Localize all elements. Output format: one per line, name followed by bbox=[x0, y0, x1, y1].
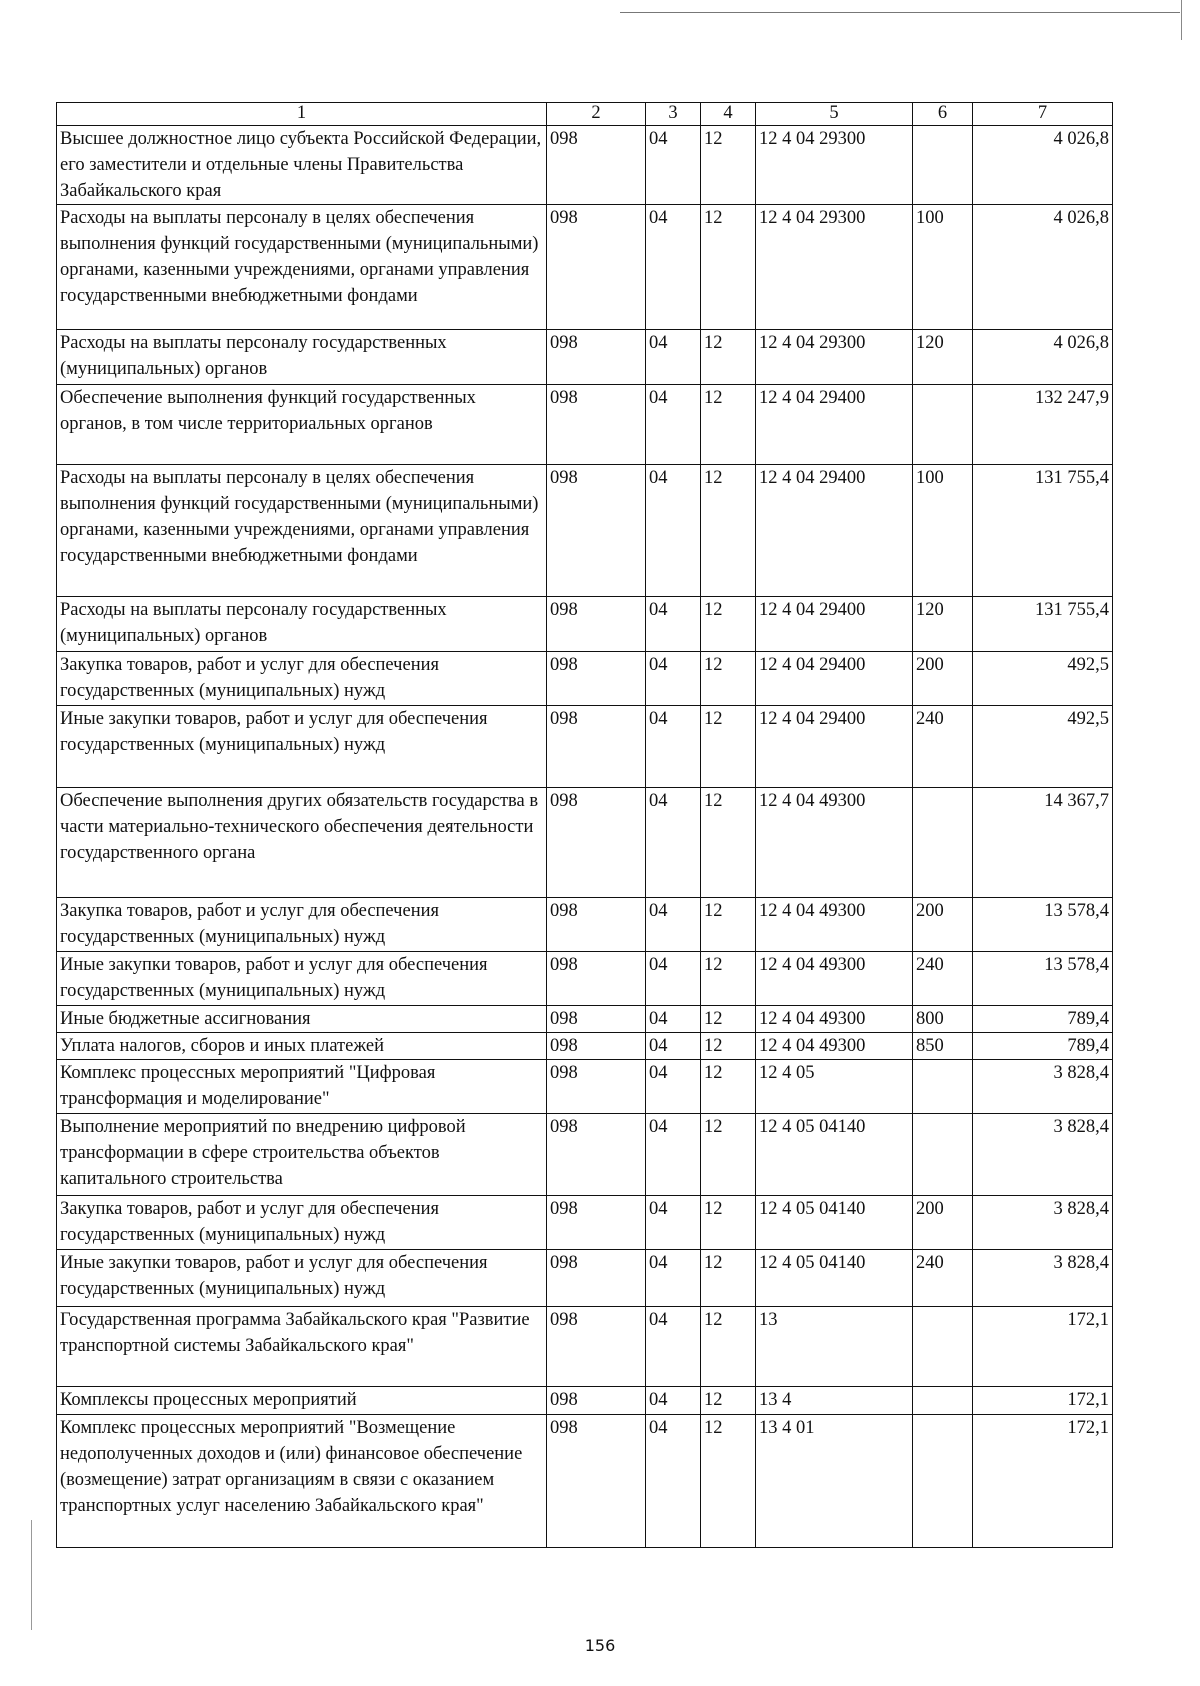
row-amount: 3 828,4 bbox=[973, 1250, 1113, 1307]
row-expense-type: 120 bbox=[913, 597, 973, 652]
row-admin-code: 098 bbox=[547, 1387, 646, 1415]
row-section-code: 04 bbox=[646, 952, 701, 1006]
row-section-code: 04 bbox=[646, 126, 701, 205]
row-admin-code: 098 bbox=[547, 1060, 646, 1114]
row-expense-type bbox=[913, 1387, 973, 1415]
row-admin-code: 098 bbox=[547, 1415, 646, 1548]
table-row bbox=[57, 1415, 1113, 1548]
row-target-article: 13 4 bbox=[756, 1387, 913, 1415]
row-target-article: 12 4 04 29300 bbox=[756, 126, 913, 205]
row-subsection-code: 12 bbox=[701, 205, 756, 330]
row-name: Обеспечение выполнения других обязательств государства в части материально-технического обеспечения деятельности государственного органа bbox=[57, 788, 547, 898]
row-section-code: 04 bbox=[646, 385, 701, 465]
row-admin-code: 098 bbox=[547, 652, 646, 706]
row-target-article: 12 4 04 49300 bbox=[756, 898, 913, 952]
row-target-article: 12 4 05 04140 bbox=[756, 1250, 913, 1307]
row-name: Уплата налогов, сборов и иных платежей bbox=[57, 1033, 547, 1060]
row-subsection-code: 12 bbox=[701, 706, 756, 788]
row-amount: 131 755,4 bbox=[973, 597, 1113, 652]
table-row bbox=[57, 330, 1113, 385]
row-target-article: 12 4 04 29400 bbox=[756, 652, 913, 706]
row-subsection-code: 12 bbox=[701, 1006, 756, 1033]
row-section-code: 04 bbox=[646, 330, 701, 385]
row-admin-code: 098 bbox=[547, 1196, 646, 1250]
table-row bbox=[57, 788, 1113, 898]
table-row bbox=[57, 205, 1113, 330]
row-name: Иные закупки товаров, работ и услуг для обеспечения государственных (муниципальных) нужд bbox=[57, 1250, 547, 1307]
column-header: 2 bbox=[547, 103, 646, 126]
scan-artifact-line bbox=[620, 12, 1180, 13]
column-header: 7 bbox=[973, 103, 1113, 126]
table-row bbox=[57, 1060, 1113, 1114]
table-row bbox=[57, 652, 1113, 706]
row-expense-type: 100 bbox=[913, 465, 973, 597]
row-section-code: 04 bbox=[646, 1415, 701, 1548]
row-amount: 13 578,4 bbox=[973, 898, 1113, 952]
row-name: Закупка товаров, работ и услуг для обеспечения государственных (муниципальных) нужд bbox=[57, 898, 547, 952]
row-admin-code: 098 bbox=[547, 465, 646, 597]
row-expense-type bbox=[913, 1060, 973, 1114]
table-row bbox=[57, 706, 1113, 788]
row-section-code: 04 bbox=[646, 1006, 701, 1033]
table-header-row bbox=[57, 103, 1113, 126]
row-section-code: 04 bbox=[646, 465, 701, 597]
row-amount: 132 247,9 bbox=[973, 385, 1113, 465]
row-section-code: 04 bbox=[646, 652, 701, 706]
row-name: Комплексы процессных мероприятий bbox=[57, 1387, 547, 1415]
row-name: Иные закупки товаров, работ и услуг для обеспечения государственных (муниципальных) нужд bbox=[57, 952, 547, 1006]
table-row bbox=[57, 1307, 1113, 1387]
row-target-article: 12 4 04 29400 bbox=[756, 597, 913, 652]
row-expense-type bbox=[913, 1114, 973, 1196]
row-expense-type bbox=[913, 385, 973, 465]
row-name: Иные закупки товаров, работ и услуг для обеспечения государственных (муниципальных) нужд bbox=[57, 706, 547, 788]
row-subsection-code: 12 bbox=[701, 898, 756, 952]
row-section-code: 04 bbox=[646, 788, 701, 898]
scan-artifact-line bbox=[31, 1520, 32, 1630]
row-subsection-code: 12 bbox=[701, 597, 756, 652]
table-row bbox=[57, 1387, 1113, 1415]
row-admin-code: 098 bbox=[547, 597, 646, 652]
row-admin-code: 098 bbox=[547, 952, 646, 1006]
row-subsection-code: 12 bbox=[701, 385, 756, 465]
row-expense-type: 800 bbox=[913, 1006, 973, 1033]
column-header: 3 bbox=[646, 103, 701, 126]
row-section-code: 04 bbox=[646, 1033, 701, 1060]
column-header: 5 bbox=[756, 103, 913, 126]
row-admin-code: 098 bbox=[547, 1250, 646, 1307]
row-amount: 3 828,4 bbox=[973, 1060, 1113, 1114]
row-target-article: 12 4 05 bbox=[756, 1060, 913, 1114]
row-subsection-code: 12 bbox=[701, 465, 756, 597]
row-admin-code: 098 bbox=[547, 788, 646, 898]
row-name: Закупка товаров, работ и услуг для обеспечения государственных (муниципальных) нужд bbox=[57, 1196, 547, 1250]
row-subsection-code: 12 bbox=[701, 1033, 756, 1060]
row-subsection-code: 12 bbox=[701, 1307, 756, 1387]
row-target-article: 12 4 04 29300 bbox=[756, 205, 913, 330]
row-section-code: 04 bbox=[646, 1060, 701, 1114]
row-name: Высшее должностное лицо субъекта Российской Федерации, его заместители и отдельные члены Правительства Забайкальского края bbox=[57, 126, 547, 205]
row-name: Комплекс процессных мероприятий "Возмещение недополученных доходов и (или) финансовое обеспечение (возмещение) затрат организациям в связи с оказанием транспортных услуг населению Забайкальского края" bbox=[57, 1415, 547, 1548]
table-row bbox=[57, 1006, 1113, 1033]
row-target-article: 13 4 01 bbox=[756, 1415, 913, 1548]
row-subsection-code: 12 bbox=[701, 1415, 756, 1548]
row-expense-type bbox=[913, 126, 973, 205]
table-row bbox=[57, 1196, 1113, 1250]
table-row bbox=[57, 898, 1113, 952]
row-expense-type: 200 bbox=[913, 898, 973, 952]
row-amount: 789,4 bbox=[973, 1033, 1113, 1060]
table-row bbox=[57, 952, 1113, 1006]
row-section-code: 04 bbox=[646, 597, 701, 652]
row-target-article: 12 4 04 29400 bbox=[756, 706, 913, 788]
row-section-code: 04 bbox=[646, 706, 701, 788]
row-amount: 3 828,4 bbox=[973, 1114, 1113, 1196]
budget-table bbox=[56, 102, 1113, 1548]
row-target-article: 12 4 05 04140 bbox=[756, 1196, 913, 1250]
row-expense-type: 850 bbox=[913, 1033, 973, 1060]
column-header: 4 bbox=[701, 103, 756, 126]
row-amount: 492,5 bbox=[973, 706, 1113, 788]
row-expense-type: 240 bbox=[913, 1250, 973, 1307]
row-amount: 172,1 bbox=[973, 1387, 1113, 1415]
row-name: Комплекс процессных мероприятий "Цифровая трансформация и моделирование" bbox=[57, 1060, 547, 1114]
row-expense-type bbox=[913, 788, 973, 898]
row-admin-code: 098 bbox=[547, 1114, 646, 1196]
row-amount: 172,1 bbox=[973, 1415, 1113, 1548]
row-amount: 3 828,4 bbox=[973, 1196, 1113, 1250]
row-target-article: 12 4 04 29400 bbox=[756, 385, 913, 465]
row-admin-code: 098 bbox=[547, 706, 646, 788]
row-section-code: 04 bbox=[646, 1250, 701, 1307]
row-expense-type: 200 bbox=[913, 1196, 973, 1250]
row-name: Государственная программа Забайкальского края "Развитие транспортной системы Забайкальского края" bbox=[57, 1307, 547, 1387]
row-name: Закупка товаров, работ и услуг для обеспечения государственных (муниципальных) нужд bbox=[57, 652, 547, 706]
row-admin-code: 098 bbox=[547, 205, 646, 330]
row-section-code: 04 bbox=[646, 1196, 701, 1250]
row-expense-type: 100 bbox=[913, 205, 973, 330]
row-subsection-code: 12 bbox=[701, 952, 756, 1006]
row-name: Выполнение мероприятий по внедрению цифровой трансформации в сфере строительства объектов капитального строительства bbox=[57, 1114, 547, 1196]
row-section-code: 04 bbox=[646, 898, 701, 952]
row-expense-type: 240 bbox=[913, 952, 973, 1006]
row-expense-type: 200 bbox=[913, 652, 973, 706]
row-expense-type bbox=[913, 1307, 973, 1387]
row-subsection-code: 12 bbox=[701, 1114, 756, 1196]
column-header: 1 bbox=[57, 103, 547, 126]
row-name: Иные бюджетные ассигнования bbox=[57, 1006, 547, 1033]
row-amount: 13 578,4 bbox=[973, 952, 1113, 1006]
row-name: Расходы на выплаты персоналу государственных (муниципальных) органов bbox=[57, 597, 547, 652]
column-header: 6 bbox=[913, 103, 973, 126]
row-amount: 4 026,8 bbox=[973, 205, 1113, 330]
row-amount: 131 755,4 bbox=[973, 465, 1113, 597]
row-name: Расходы на выплаты персоналу в целях обеспечения выполнения функций государственными (муниципальными) органами, казенными учреждениями, органами управления государственными внебюджетными фондами bbox=[57, 465, 547, 597]
row-subsection-code: 12 bbox=[701, 1250, 756, 1307]
row-admin-code: 098 bbox=[547, 1033, 646, 1060]
row-section-code: 04 bbox=[646, 1307, 701, 1387]
row-amount: 4 026,8 bbox=[973, 330, 1113, 385]
row-amount: 172,1 bbox=[973, 1307, 1113, 1387]
row-section-code: 04 bbox=[646, 1387, 701, 1415]
table-row bbox=[57, 1250, 1113, 1307]
row-section-code: 04 bbox=[646, 1114, 701, 1196]
row-subsection-code: 12 bbox=[701, 1196, 756, 1250]
row-subsection-code: 12 bbox=[701, 1060, 756, 1114]
row-subsection-code: 12 bbox=[701, 126, 756, 205]
row-admin-code: 098 bbox=[547, 1307, 646, 1387]
row-target-article: 12 4 04 49300 bbox=[756, 1033, 913, 1060]
row-admin-code: 098 bbox=[547, 330, 646, 385]
row-amount: 14 367,7 bbox=[973, 788, 1113, 898]
row-amount: 4 026,8 bbox=[973, 126, 1113, 205]
row-subsection-code: 12 bbox=[701, 330, 756, 385]
row-target-article: 12 4 04 29400 bbox=[756, 465, 913, 597]
row-subsection-code: 12 bbox=[701, 788, 756, 898]
row-expense-type: 120 bbox=[913, 330, 973, 385]
row-admin-code: 098 bbox=[547, 126, 646, 205]
row-target-article: 12 4 04 29300 bbox=[756, 330, 913, 385]
row-amount: 789,4 bbox=[973, 1006, 1113, 1033]
table-row bbox=[57, 385, 1113, 465]
table-row bbox=[57, 1114, 1113, 1196]
row-name: Обеспечение выполнения функций государственных органов, в том числе территориальных органов bbox=[57, 385, 547, 465]
row-name: Расходы на выплаты персоналу в целях обеспечения выполнения функций государственными (муниципальными) органами, казенными учреждениями, органами управления государственными внебюджетными фондами bbox=[57, 205, 547, 330]
row-name: Расходы на выплаты персоналу государственных (муниципальных) органов bbox=[57, 330, 547, 385]
row-target-article: 12 4 05 04140 bbox=[756, 1114, 913, 1196]
row-amount: 492,5 bbox=[973, 652, 1113, 706]
table-row bbox=[57, 597, 1113, 652]
row-expense-type: 240 bbox=[913, 706, 973, 788]
row-section-code: 04 bbox=[646, 205, 701, 330]
row-target-article: 12 4 04 49300 bbox=[756, 788, 913, 898]
row-target-article: 13 bbox=[756, 1307, 913, 1387]
row-subsection-code: 12 bbox=[701, 652, 756, 706]
page-number: 156 bbox=[584, 1636, 616, 1655]
row-target-article: 12 4 04 49300 bbox=[756, 1006, 913, 1033]
table-row bbox=[57, 126, 1113, 205]
row-admin-code: 098 bbox=[547, 1006, 646, 1033]
row-admin-code: 098 bbox=[547, 385, 646, 465]
table-row bbox=[57, 1033, 1113, 1060]
row-subsection-code: 12 bbox=[701, 1387, 756, 1415]
table-row bbox=[57, 465, 1113, 597]
row-admin-code: 098 bbox=[547, 898, 646, 952]
row-expense-type bbox=[913, 1415, 973, 1548]
row-target-article: 12 4 04 49300 bbox=[756, 952, 913, 1006]
scan-artifact-line bbox=[1181, 0, 1182, 40]
